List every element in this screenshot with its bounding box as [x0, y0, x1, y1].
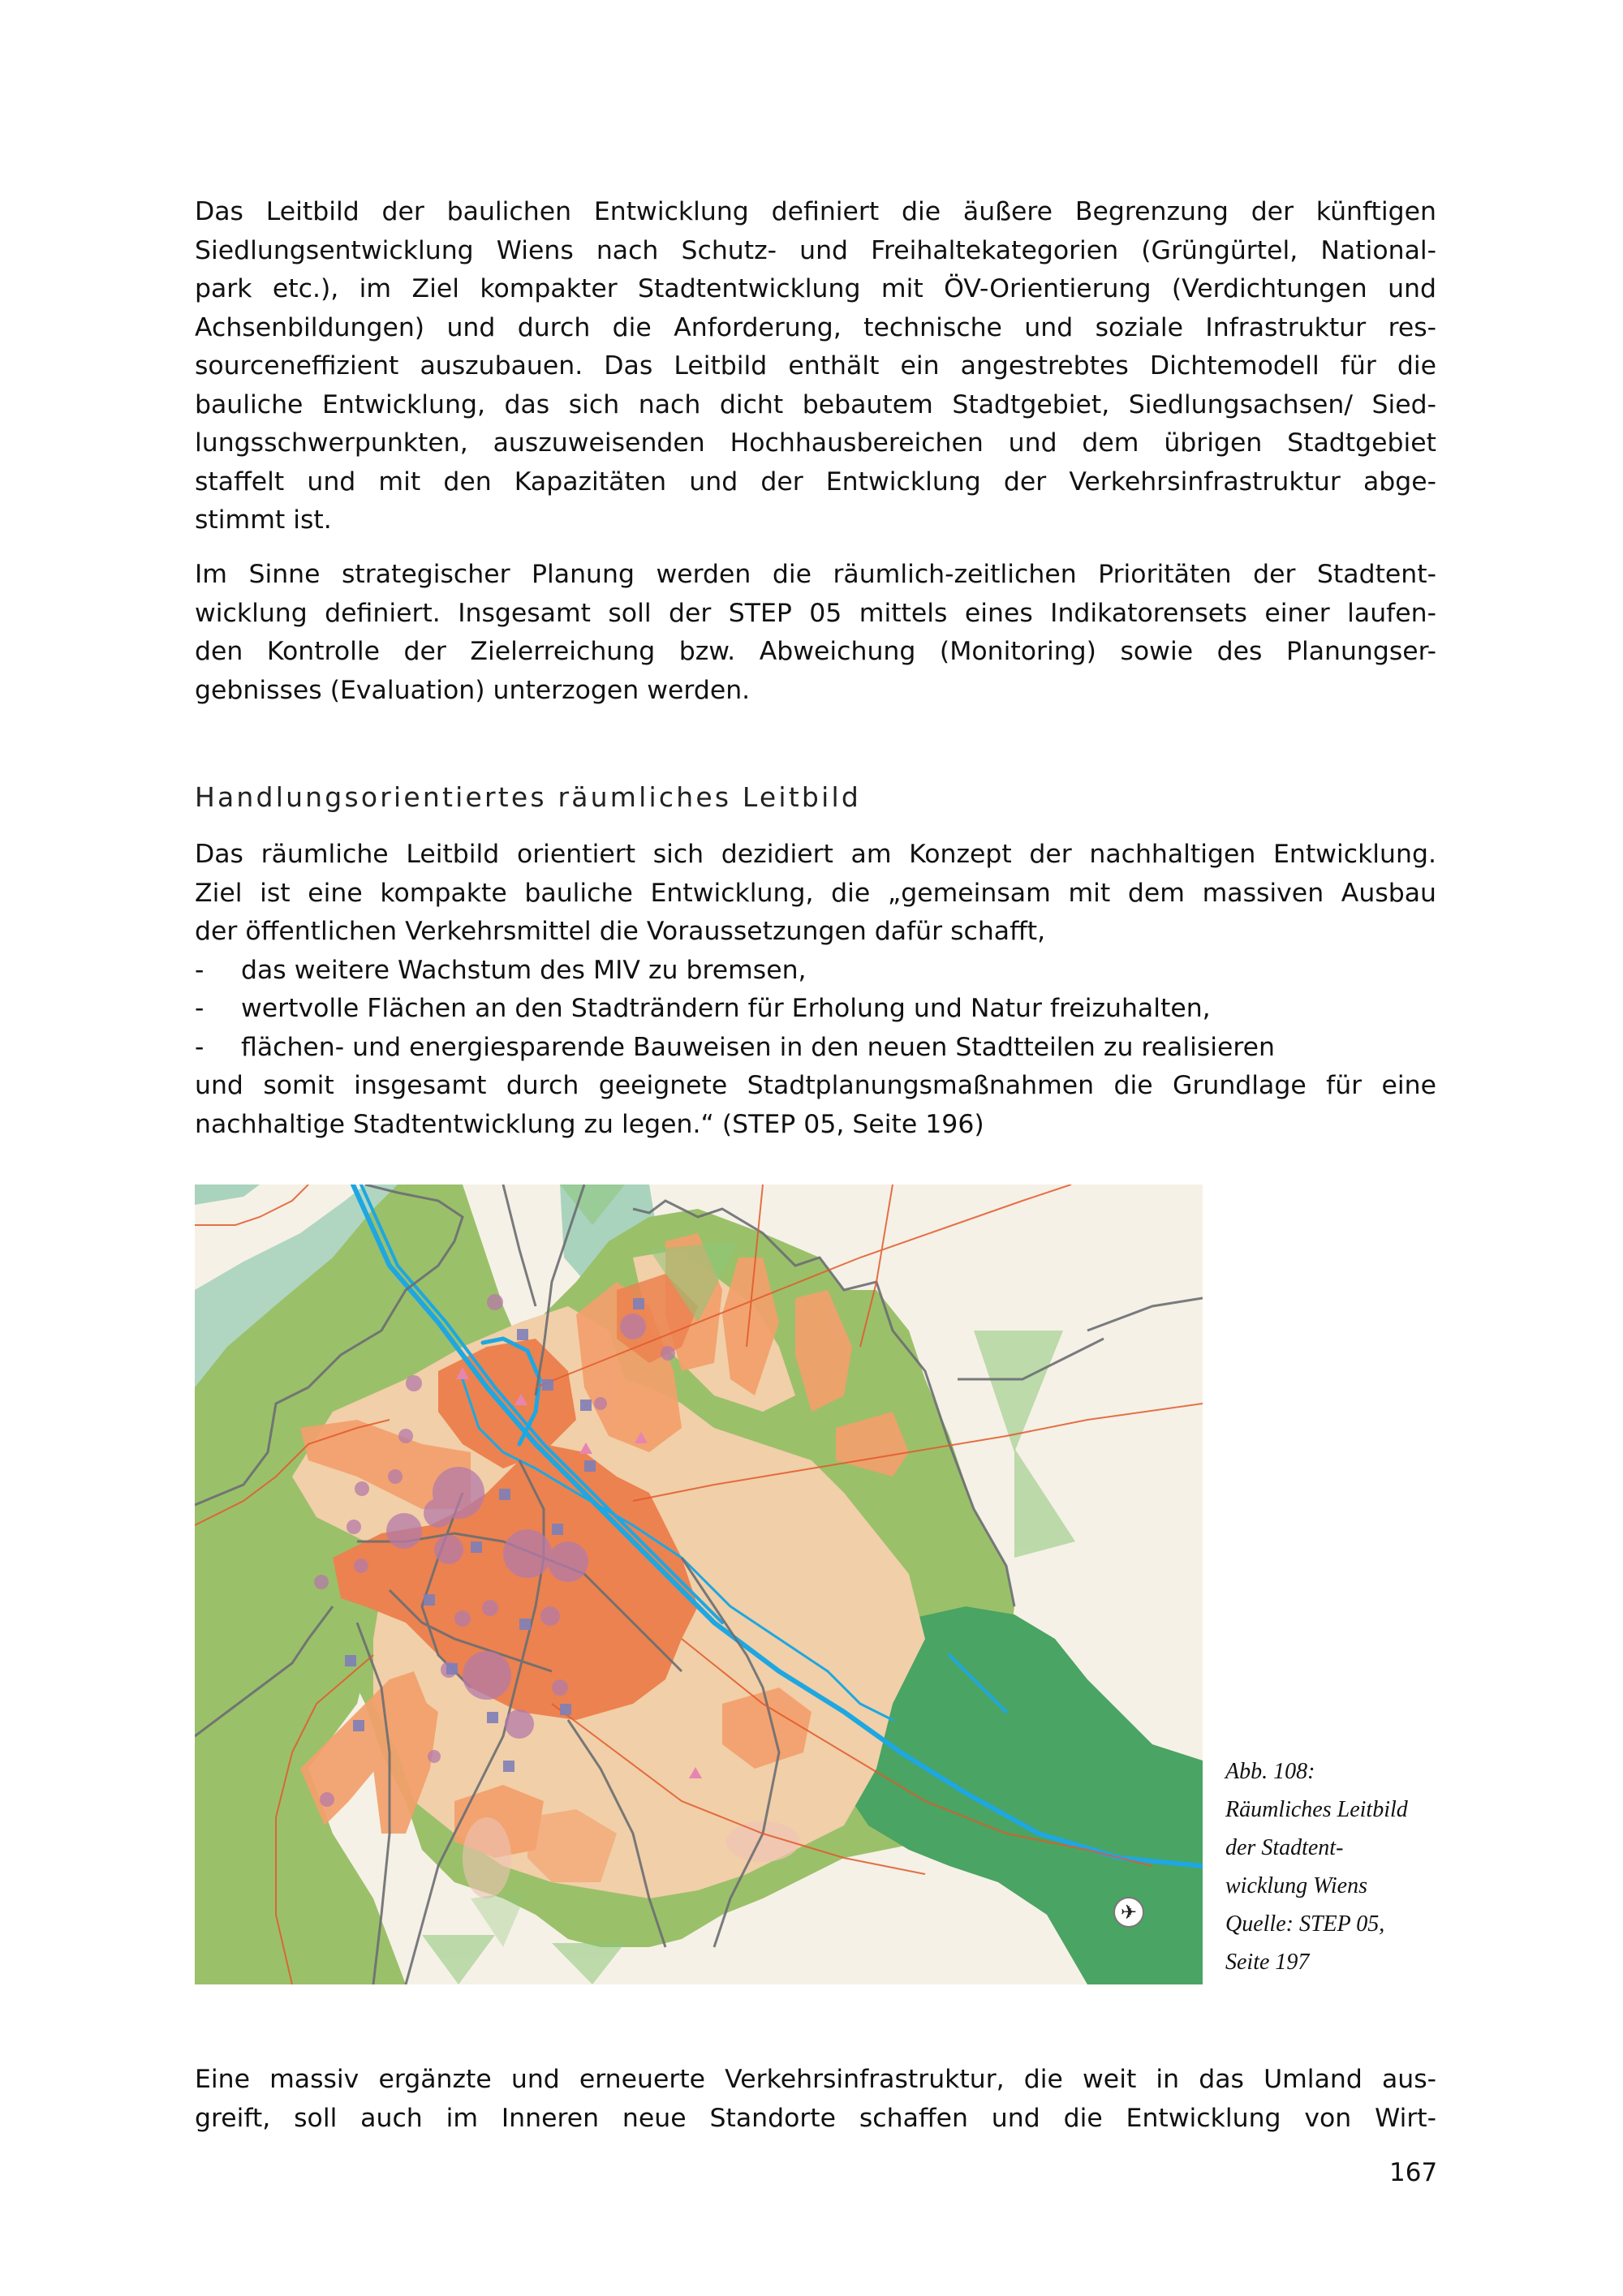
- caption-line: der Stadtent-: [1225, 1835, 1344, 1860]
- paragraph-verkehrsinfrastruktur: [195, 2061, 1436, 2138]
- text-line: der öffentlichen Verkehrsmittel die Voraussetzungen dafür schafft,: [195, 917, 1046, 946]
- bullet-text: flächen- und energiesparende Bauweisen in den neuen Stadtteilen zu realisieren: [241, 1032, 1276, 1062]
- text-line: greift, soll auch im Inneren neue Standorte schaffen und die Entwicklung von Wirt-: [195, 2103, 1436, 2133]
- text-line: nachhaltige Stadtentwicklung zu legen.“ (STEP 05, Seite 196): [195, 1109, 984, 1139]
- text-line: staffelt und mit den Kapazitäten und der Entwicklung der Verkehrsinfrastruktur abge-: [195, 467, 1436, 497]
- text-line: Das räumliche Leitbild orientiert sich dezidiert am Konzept der nachhaltigen Entwicklung.: [195, 840, 1436, 869]
- paragraph-strategische-planung: [195, 556, 1436, 710]
- text-line: gebnisses (Evaluation) unterzogen werden.: [195, 675, 751, 705]
- text-line: bauliche Entwicklung, das sich nach dicht bebautem Stadtgebiet, Siedlungsachsen/ Sied-: [195, 389, 1436, 419]
- text-line: Eine massiv ergänzte und erneuerte Verkehrsinfrastruktur, die weit in das Umland aus-: [195, 2065, 1436, 2094]
- bullet-item: [195, 990, 1436, 1029]
- text-line: den Kontrolle der Zielerreichung bzw. Abweichung (Monitoring) sowie des Planungser-: [195, 637, 1436, 666]
- bullet-item: [195, 952, 1436, 991]
- text-line: stimmt ist.: [195, 505, 332, 535]
- text-line: Das Leitbild der baulichen Entwicklung definiert die äußere Begrenzung der künftigen: [195, 197, 1436, 226]
- caption-line: wicklung Wiens: [1225, 1873, 1367, 1898]
- page-number: 167: [1389, 2158, 1438, 2187]
- airplane-icon: ✈: [1113, 1897, 1144, 1928]
- text-line: Achsenbildungen) und durch die Anforderung, technische und soziale Infrastruktur res-: [195, 312, 1436, 342]
- bullet-item: [195, 1029, 1436, 1068]
- bullet-text: wertvolle Flächen an den Stadträndern für Erholung und Natur freizuhalten,: [241, 994, 1211, 1023]
- caption-line: Räumliches Leitbild: [1225, 1797, 1408, 1822]
- caption-line: Seite 197: [1225, 1950, 1310, 1975]
- text-line: sourceneffizient auszubauen. Das Leitbild enthält ein angestrebtes Dichtemodell für die: [195, 351, 1436, 381]
- paragraph-raeumliches-leitbild: [195, 836, 1436, 1144]
- bullet-marker: -: [195, 955, 204, 985]
- caption-line: Quelle: STEP 05,: [1225, 1911, 1385, 1937]
- figure-caption: [1225, 1752, 1453, 1981]
- text-line: lungsschwerpunkten, auszuweisenden Hochhausbereichen und dem übrigen Stadtgebiet: [195, 428, 1436, 458]
- text-line: Ziel ist eine kompakte bauliche Entwicklung, die „gemeinsam mit dem massiven Ausbau: [195, 878, 1436, 908]
- bullet-marker: -: [195, 1032, 204, 1062]
- map-graphic: [195, 1185, 1203, 1984]
- paragraph-leitbild-bauliche-entwicklung: [195, 193, 1436, 540]
- text-line: wicklung definiert. Insgesamt soll der STEP 05 mittels eines Indikatorensets einer laufen-: [195, 598, 1436, 628]
- vienna-development-map: [195, 1185, 1203, 1984]
- text-line: park etc.), im Ziel kompakter Stadtentwicklung mit ÖV-Orientierung (Verdichtungen und: [195, 274, 1436, 303]
- caption-line: Abb. 108:: [1225, 1759, 1315, 1784]
- text-line: Im Sinne strategischer Planung werden die räumlich-zeitlichen Prioritäten der Stadtent-: [195, 560, 1436, 589]
- text-line: Siedlungsentwicklung Wiens nach Schutz- und Freihaltekategorien (Grüngürtel, National-: [195, 235, 1436, 265]
- text-line: und somit insgesamt durch geeignete Stadtplanungsmaßnahmen die Grundlage für eine: [195, 1071, 1436, 1100]
- bullet-marker: -: [195, 994, 204, 1023]
- bullet-text: das weitere Wachstum des MIV zu bremsen,: [241, 955, 807, 985]
- section-heading: Handlungsorientiertes räumliches Leitbild: [195, 781, 861, 813]
